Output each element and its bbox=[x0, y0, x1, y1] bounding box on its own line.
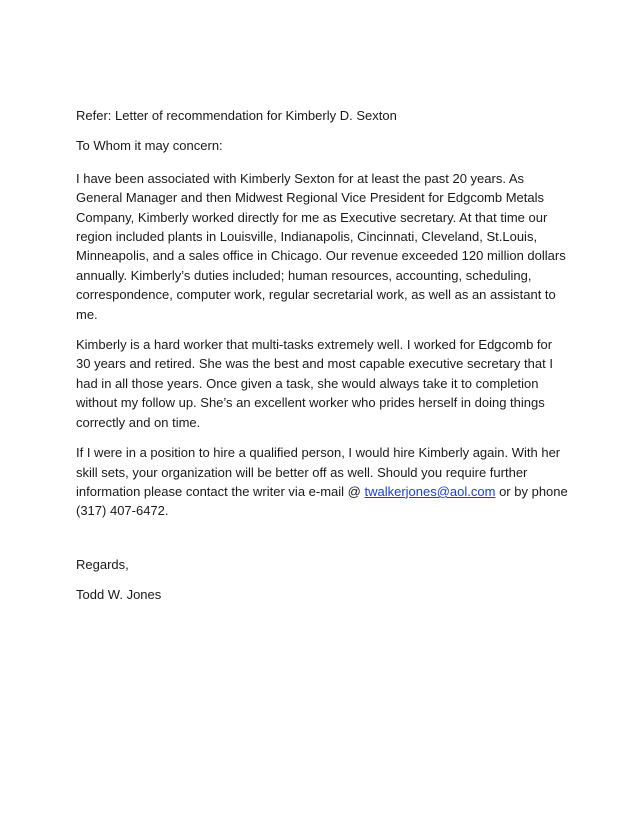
paragraph-association: I have been associated with Kimberly Sexton for at least the past 20 years. As General Manager and then Midwest Regional Vice President for Edgcomb Metals Company, Kimberly worked directly for me as Executive secretary. At that time our region included plants in Louisville, Indianapolis, Cincinnati, Cleveland, St.Louis, Minneapolis, and a sales office in Chicago. Our revenue exceeded 120 million dollars annually. Kimberly’s duties included; human resources, accounting, scheduling, correspondence, computer work, regular secretarial work, as well as an assistant to me. bbox=[76, 170, 566, 322]
contact-text-after: or by phone (317) 407-6472. bbox=[76, 483, 568, 519]
letter-body bbox=[76, 106, 568, 605]
email-link[interactable]: twalkerjones@aol.com bbox=[364, 483, 496, 499]
letter-subject: Refer: Letter of recommendation for Kimberly D. Sexton bbox=[76, 108, 397, 123]
letter-signature: Todd W. Jones bbox=[76, 587, 162, 603]
paragraph-work-ethic: Kimberly is a hard worker that multi-tasks extremely well. I worked for Edgcomb for 30 years and retired. She was the best and most capable executive secretary that I had in all those years. Once given a task, she would always take it to completion without my follow up. She’s an excellent worker who prides herself in doing things correctly and on time. bbox=[76, 337, 553, 430]
paragraph-contact bbox=[76, 443, 568, 521]
contact-text-before: If I were in a position to hire a qualified person, I would hire Kimberly again. With her skill sets, your organization will be better off as well. Should you require further information please contact the writer via e-mail @ bbox=[76, 445, 561, 499]
letter-salutation: To Whom it may concern: bbox=[76, 138, 223, 154]
letter-valediction: Regards, bbox=[76, 556, 129, 572]
